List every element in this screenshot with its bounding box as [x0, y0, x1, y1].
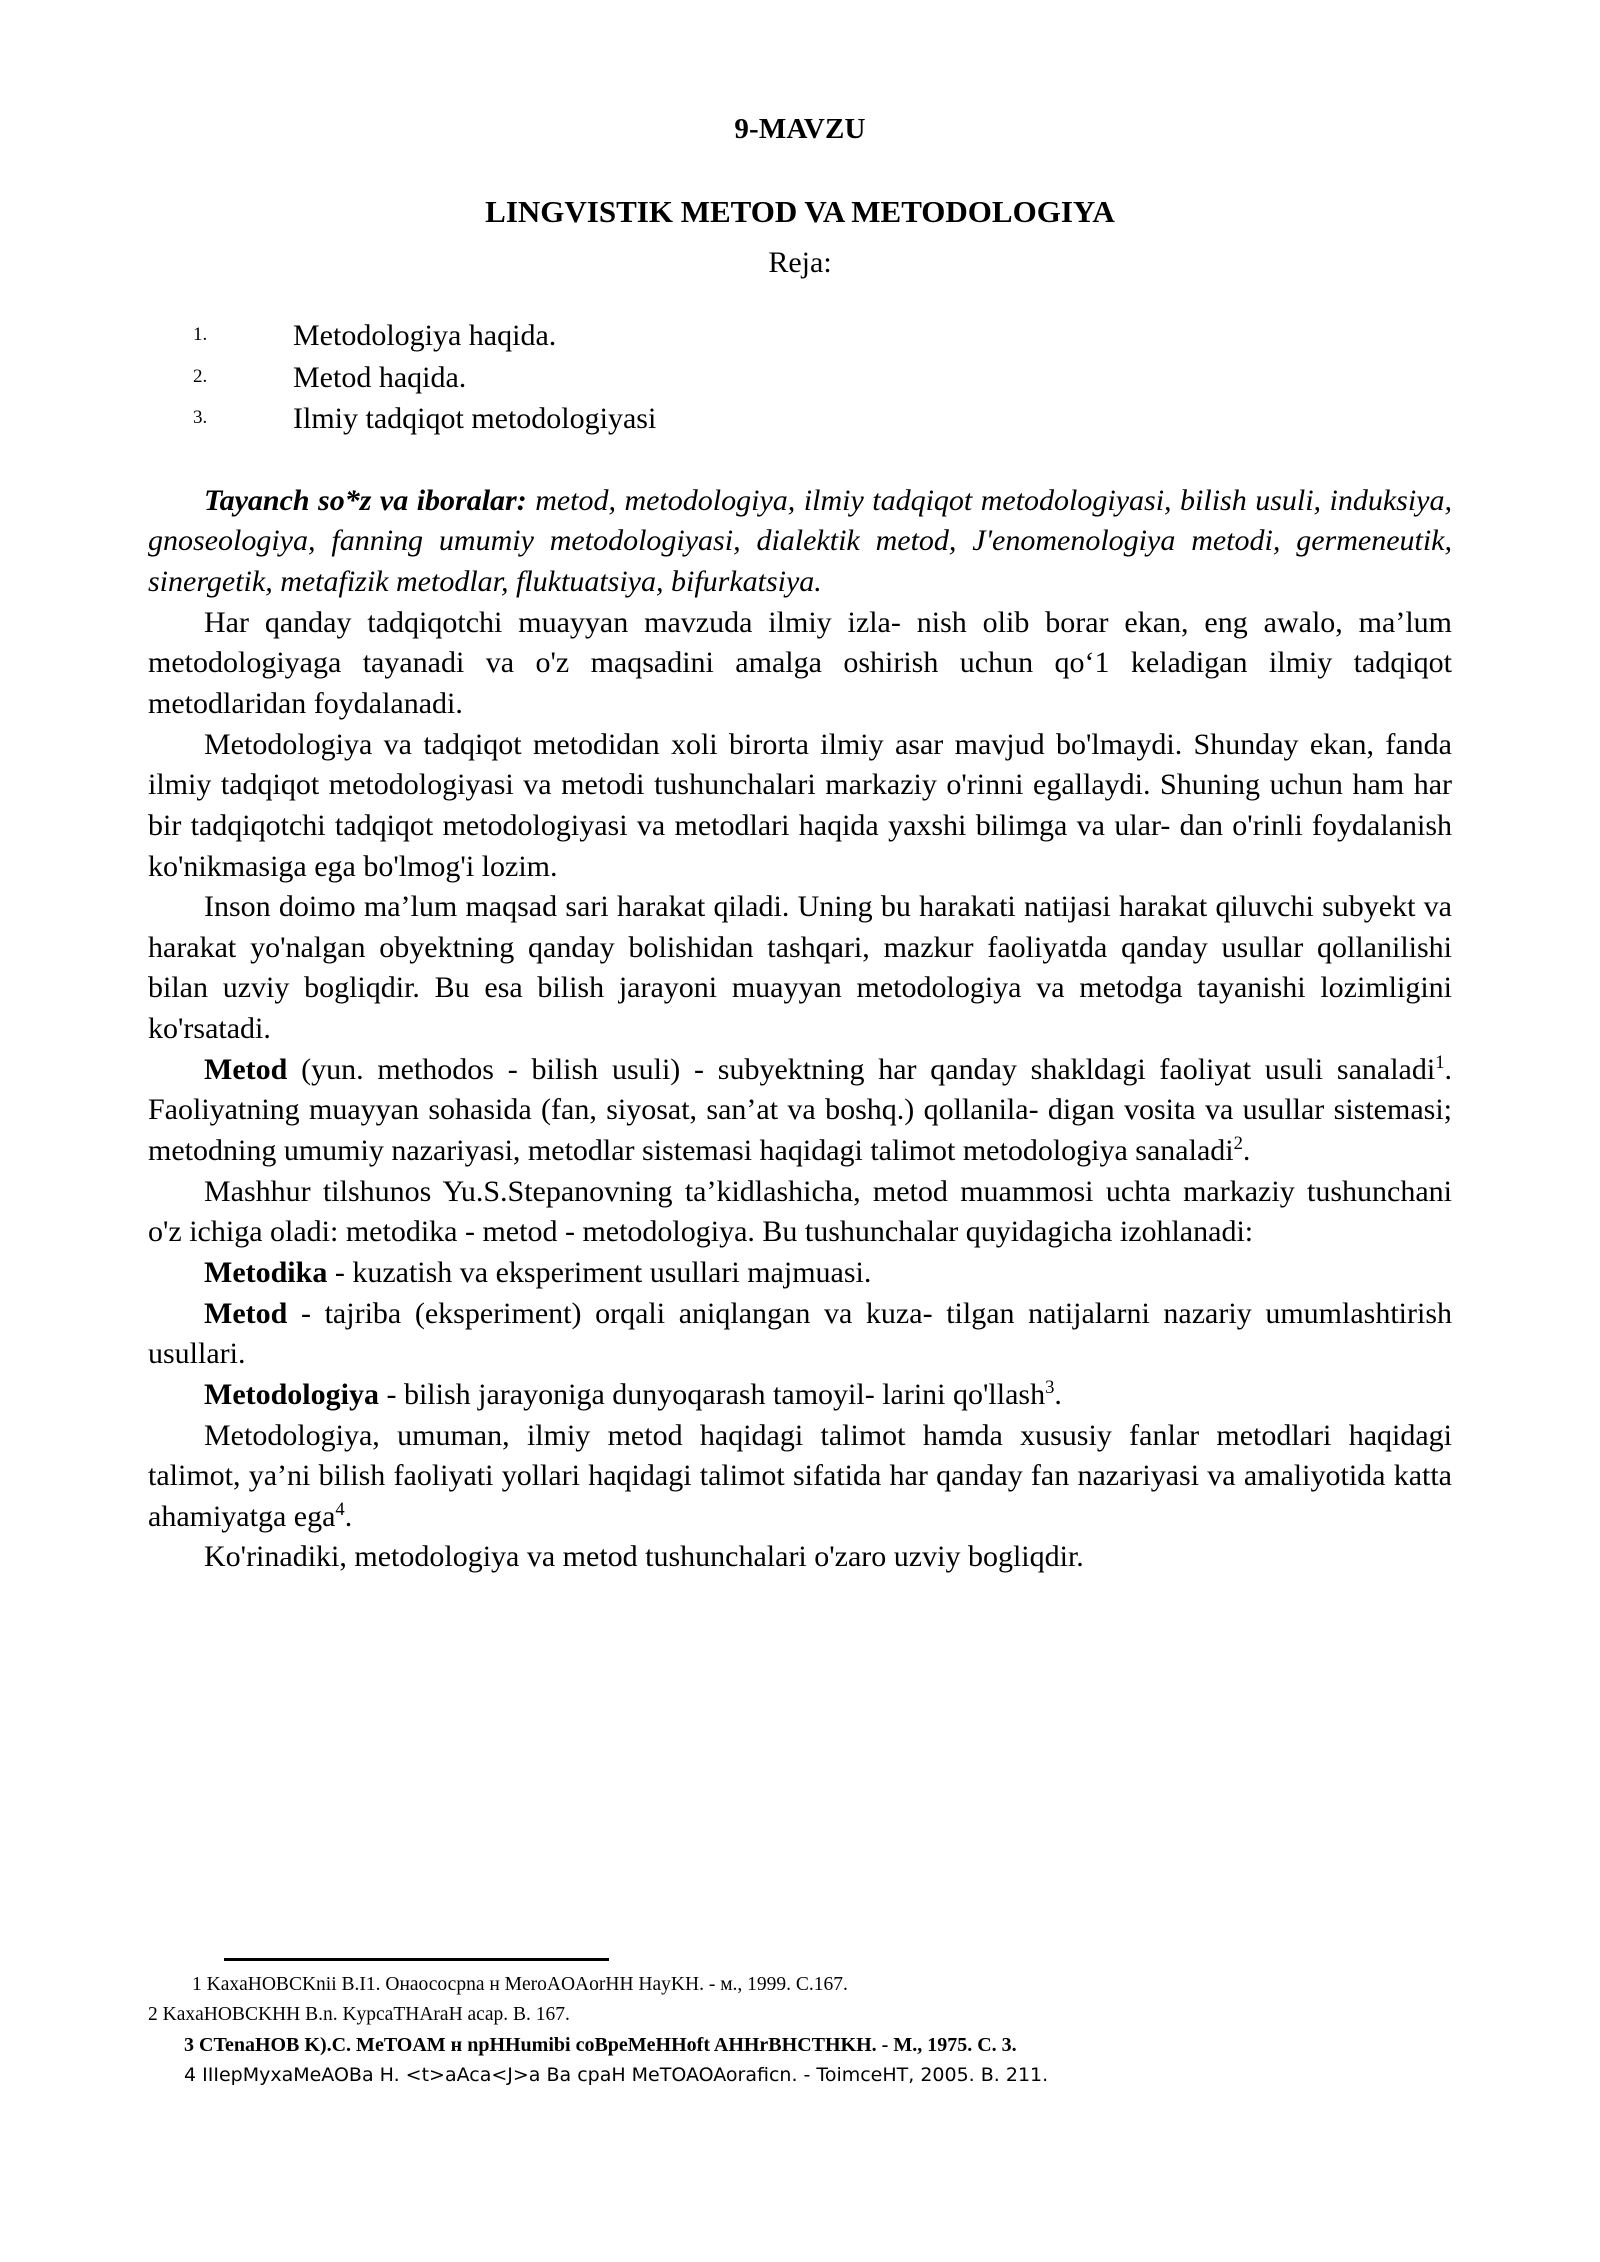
footnote-ref-3: 3	[1045, 1376, 1055, 1398]
paragraph-metodologiya-va-tadqiqot: Metodologiya va tadqiqot metodidan xoli birorta ilmiy asar mavjud bo'lmaydi. Shunday ekan, fanda ilmiy tadqiqot metodologiyasi va metodi tushunchalari markaziy o'rinni egallaydi. Shuning uchun ham har bir tadqiqotchi tadqiqot metodologiyasi va metodlari haqida yaxshi bilimga va ular- dan o'rinli foydalanish ko'nikmasiga ega bo'lmog'i lozim.	[148, 727, 1452, 883]
footnote-ref-1: 1	[1435, 1051, 1445, 1073]
paragraph-metodologiya-segment-1: - bilish jarayoniga dunyoqarash tamoyil- larini qo'llash	[378, 1377, 1046, 1411]
list-item-number: 3.	[193, 406, 208, 428]
paragraph-metod-definition	[148, 1050, 1452, 1172]
plan-heading: Reja:	[768, 245, 832, 279]
plan-list	[148, 315, 1452, 438]
footnote-2: 2 KaxaHOBCKHH B.n. KypcaTHAraH acap. B. 167.	[148, 2004, 570, 2026]
paragraph-metodika-definition	[148, 1253, 1452, 1294]
paragraph-metodologiya-segment-2: .	[1054, 1377, 1062, 1411]
paragraph-metodologiya-definition	[148, 1375, 1452, 1416]
footnote-4: 4 IIIepMyxaMeAOBa H. <t>aAca<J>a Ba cpaH MeTOAOAoraficn. - ToimceHT, 2005. B. 211.	[184, 2064, 1049, 2087]
footnote-ref-2: 2	[1233, 1133, 1243, 1155]
paragraph-korinadiki: Ko'rinadiki, metodologiya va metod tushunchalari o'zaro uzviy bogliqdir.	[204, 1540, 1084, 1574]
list-item-label: Ilmiy tadqiqot metodologiyasi	[293, 401, 657, 435]
paragraph-metod-segment-1: (yun. methodos - bilish usuli) - subyektning har qanday shakldagi faoliyat usuli sanaladi	[287, 1052, 1436, 1086]
keywords-text: metod, metodologiya, ilmiy tadqiqot metodologiyasi, bilish usuli, induksiya, gnoseologiya, fanning umumiy metodologiyasi, dialektik metod, J'enomenologiya metodi, germeneutik, sinergetik, metafizik metodlar, fluktuatsiya, bifurkatsiya.	[148, 483, 1452, 599]
list-item	[148, 315, 1452, 356]
footnote-1: 1 KaxaHOBCKnii B.I1. Онаососрna н MeroAOAorHH HayKH. - м., 1999. C.167.	[192, 1974, 848, 1995]
list-item-number: 2.	[193, 365, 208, 387]
footnote-separator-rule	[224, 1958, 609, 1961]
list-item	[148, 398, 1452, 439]
paragraph-umuman-segment-1: Metodologiya, umuman, ilmiy metod haqidagi talimot hamda xususiy fanlar metodlari haqidagi talimot, ya’ni bilish faoliyati yollari haqidagi talimot sifatida har qanday fan nazariyasi va amaliyotida katta ahamiyatga ega	[148, 1418, 1452, 1533]
keywords-paragraph	[148, 481, 1452, 603]
paragraph-mashhur-tilshunos: Mashhur tilshunos Yu.S.Stepanovning ta’kidlashicha, metod muammosi uchta markaziy tushunchani o'z ichiga oladi: metodika - metod - metodologiya. Bu tushunchalar quyidagicha izohlanadi:	[148, 1174, 1452, 1249]
paragraph-metod-segment-2: . Faoliyatning muayyan sohasida (fan, siyosat, san’at va boshq.) qollanila- digan vosita va usullar sistemasi; metodning umumiy nazariyasi, metodlar sistemasi haqidagi talimot metodologiya sanaladi	[148, 1052, 1452, 1168]
page-title-topic: 9-MAVZU	[734, 113, 866, 145]
term-metod: Metod	[204, 1052, 288, 1086]
paragraph-har-qanday: Har qanday tadqiqotchi muayyan mavzuda ilmiy izla- nish olib borar ekan, eng awalo, ma’lum metodologiyaga tayanadi va o'z maqsadini amalga oshirish uchun qo‘1 keladigan ilmiy tadqiqot metodlaridan foydalanadi.	[148, 605, 1452, 720]
term-metod-2: Metod	[204, 1296, 288, 1330]
paragraph-metod-2-text: - tajriba (eksperiment) orqali aniqlangan va kuza- tilgan natijalarni nazariy umumlashtirish usullari.	[148, 1296, 1452, 1371]
paragraph-umuman-segment-2: .	[344, 1499, 353, 1533]
paragraph-metod-segment-3: .	[1242, 1134, 1251, 1168]
keywords-lead-label: Tayanch so*z va iboralar:	[204, 483, 527, 517]
list-item-number: 1.	[193, 324, 208, 346]
term-metodologiya: Metodologiya	[204, 1377, 379, 1411]
term-metodika: Metodika	[204, 1255, 328, 1289]
page-title-main: LINGVISTIK METOD VA METODOLOGIYA	[485, 193, 1115, 229]
footnote-ref-4: 4	[335, 1498, 345, 1520]
paragraph-metod-definition-2	[148, 1294, 1452, 1375]
paragraph-metodika-text: - kuzatish va eksperiment usullari majmuasi.	[327, 1255, 872, 1289]
footnote-section	[148, 1958, 1452, 2091]
paragraph-inson-doimo: Inson doimo ma’lum maqsad sari harakat qiladi. Uning bu harakati natijasi harakat qiluvchi subyekt va harakat yo'nalgan obyektning qanday bolishidan tashqari, mazkur faoliyatda qanday usullar qollanilishi bilan uzviy bogliqdir. Bu esa bilish jarayoni muayyan metodologiya va metodga tayanishi lozimligini ko'rsatadi.	[148, 890, 1452, 1046]
footnote-3: 3 CTenaHOB K).C. MeTOAM н npHHumibi coBpeMeHHoft AHHrBHCTHKH. - M., 1975. C. 3.	[184, 2034, 1017, 2057]
list-item	[148, 357, 1452, 398]
list-item-label: Metod haqida.	[293, 360, 467, 394]
paragraph-metodologiya-umuman	[148, 1416, 1452, 1538]
list-item-label: Metodologiya haqida.	[293, 319, 557, 353]
